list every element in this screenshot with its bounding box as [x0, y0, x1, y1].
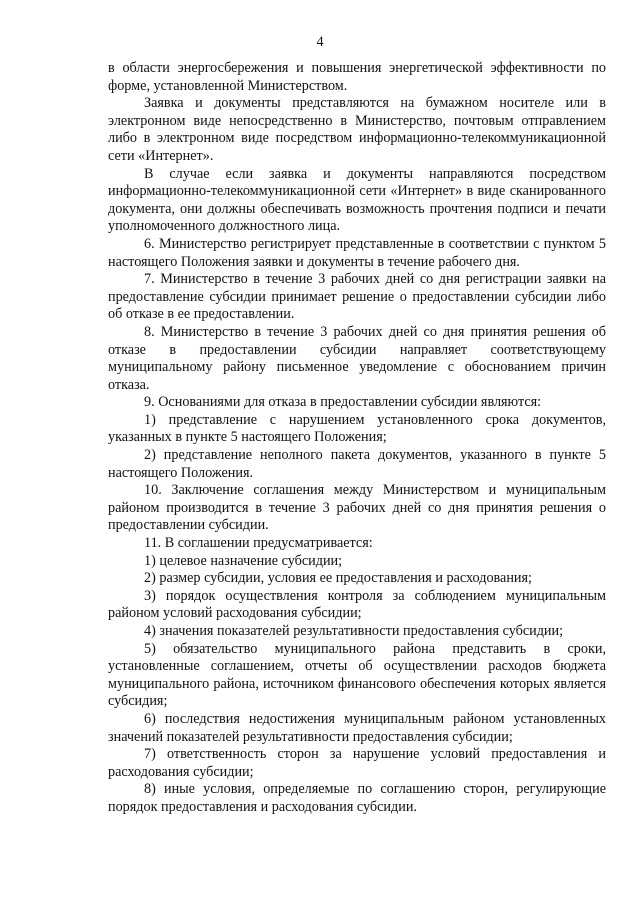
paragraph-item-9: 9. Основаниями для отказа в предоставлении субсидии являются:: [144, 394, 542, 411]
document-body: [108, 60, 606, 817]
page-number: 4: [316, 34, 324, 50]
list-item-11-3: 3) порядок осуществления контроля за соблюдением муниципальным районом условий расходования субсидии;: [108, 587, 606, 622]
list-item-11-6: 6) последствия недостижения муниципальным районом установленных значений показателей результативности предоставления субсидии;: [108, 710, 606, 745]
list-item-11-7: 7) ответственность сторон за нарушение условий предоставления и расходования субсидии;: [108, 746, 606, 780]
paragraph-continuation: в области энергосбережения и повышения энергетической эффективности по форме, установленной Министерством.: [108, 60, 606, 94]
paragraph-item-10: 10. Заключение соглашения между Министерством и муниципальным районом производится в течение 3 рабочих дней со дня принятия решения о предоставлении субсидии.: [108, 482, 606, 534]
list-item-11-1: 1) целевое назначение субсидии;: [144, 552, 343, 569]
paragraph-submission-method: Заявка и документы представляются на бумажном носителе или в электронном виде непосредственно в Министерство, почтовым отправлением либо в электронном виде посредством информационно-телекоммуникационной сети «Интернет».: [108, 95, 606, 164]
paragraph-item-8: 8. Министерство в течение 3 рабочих дней со дня принятия решения об отказе в предоставлении субсидии направляет соответствующему муниципальному району письменное уведомление с обоснованием причин отказа.: [108, 323, 606, 393]
paragraph-item-11: 11. В соглашении предусматривается:: [144, 535, 373, 552]
paragraph-internet-submission: В случае если заявка и документы направляются посредством информационно-телекоммуникационной сети «Интернет» в виде сканированного документа, они должны обеспечивать возможность прочтения подписи и печати уполномоченного должностного лица.: [108, 165, 606, 235]
list-item-9-2: 2) представление неполного пакета документов, указанного в пункте 5 настоящего Положения.: [108, 447, 606, 481]
list-item-11-4: 4) значения показателей результативности предоставления субсидии;: [144, 623, 564, 639]
paragraph-item-7: 7. Министерство в течение 3 рабочих дней со дня регистрации заявки на предоставление субсидии принимает решение о предоставлении субсидии либо об отказе в ее предоставлении.: [108, 271, 606, 323]
list-item-11-5: 5) обязательство муниципального района представить в сроки, установленные соглашением, отчеты об осуществлении расходов бюджета муниципального района, источником финансового обеспечения которых является субсидия;: [108, 640, 606, 710]
list-item-11-2: 2) размер субсидии, условия ее предоставления и расходования;: [144, 570, 532, 587]
paragraph-item-6: 6. Министерство регистрирует представленные в соответствии с пунктом 5 настоящего Положения заявки и документы в течение рабочего дня.: [108, 235, 606, 270]
list-item-9-1: 1) представление с нарушением установленного срока документов, указанных в пункте 5 настоящего Положения;: [108, 411, 606, 446]
list-item-11-8: 8) иные условия, определяемые по соглашению сторон, регулирующие порядок предоставления и расходования субсидии.: [108, 781, 606, 815]
